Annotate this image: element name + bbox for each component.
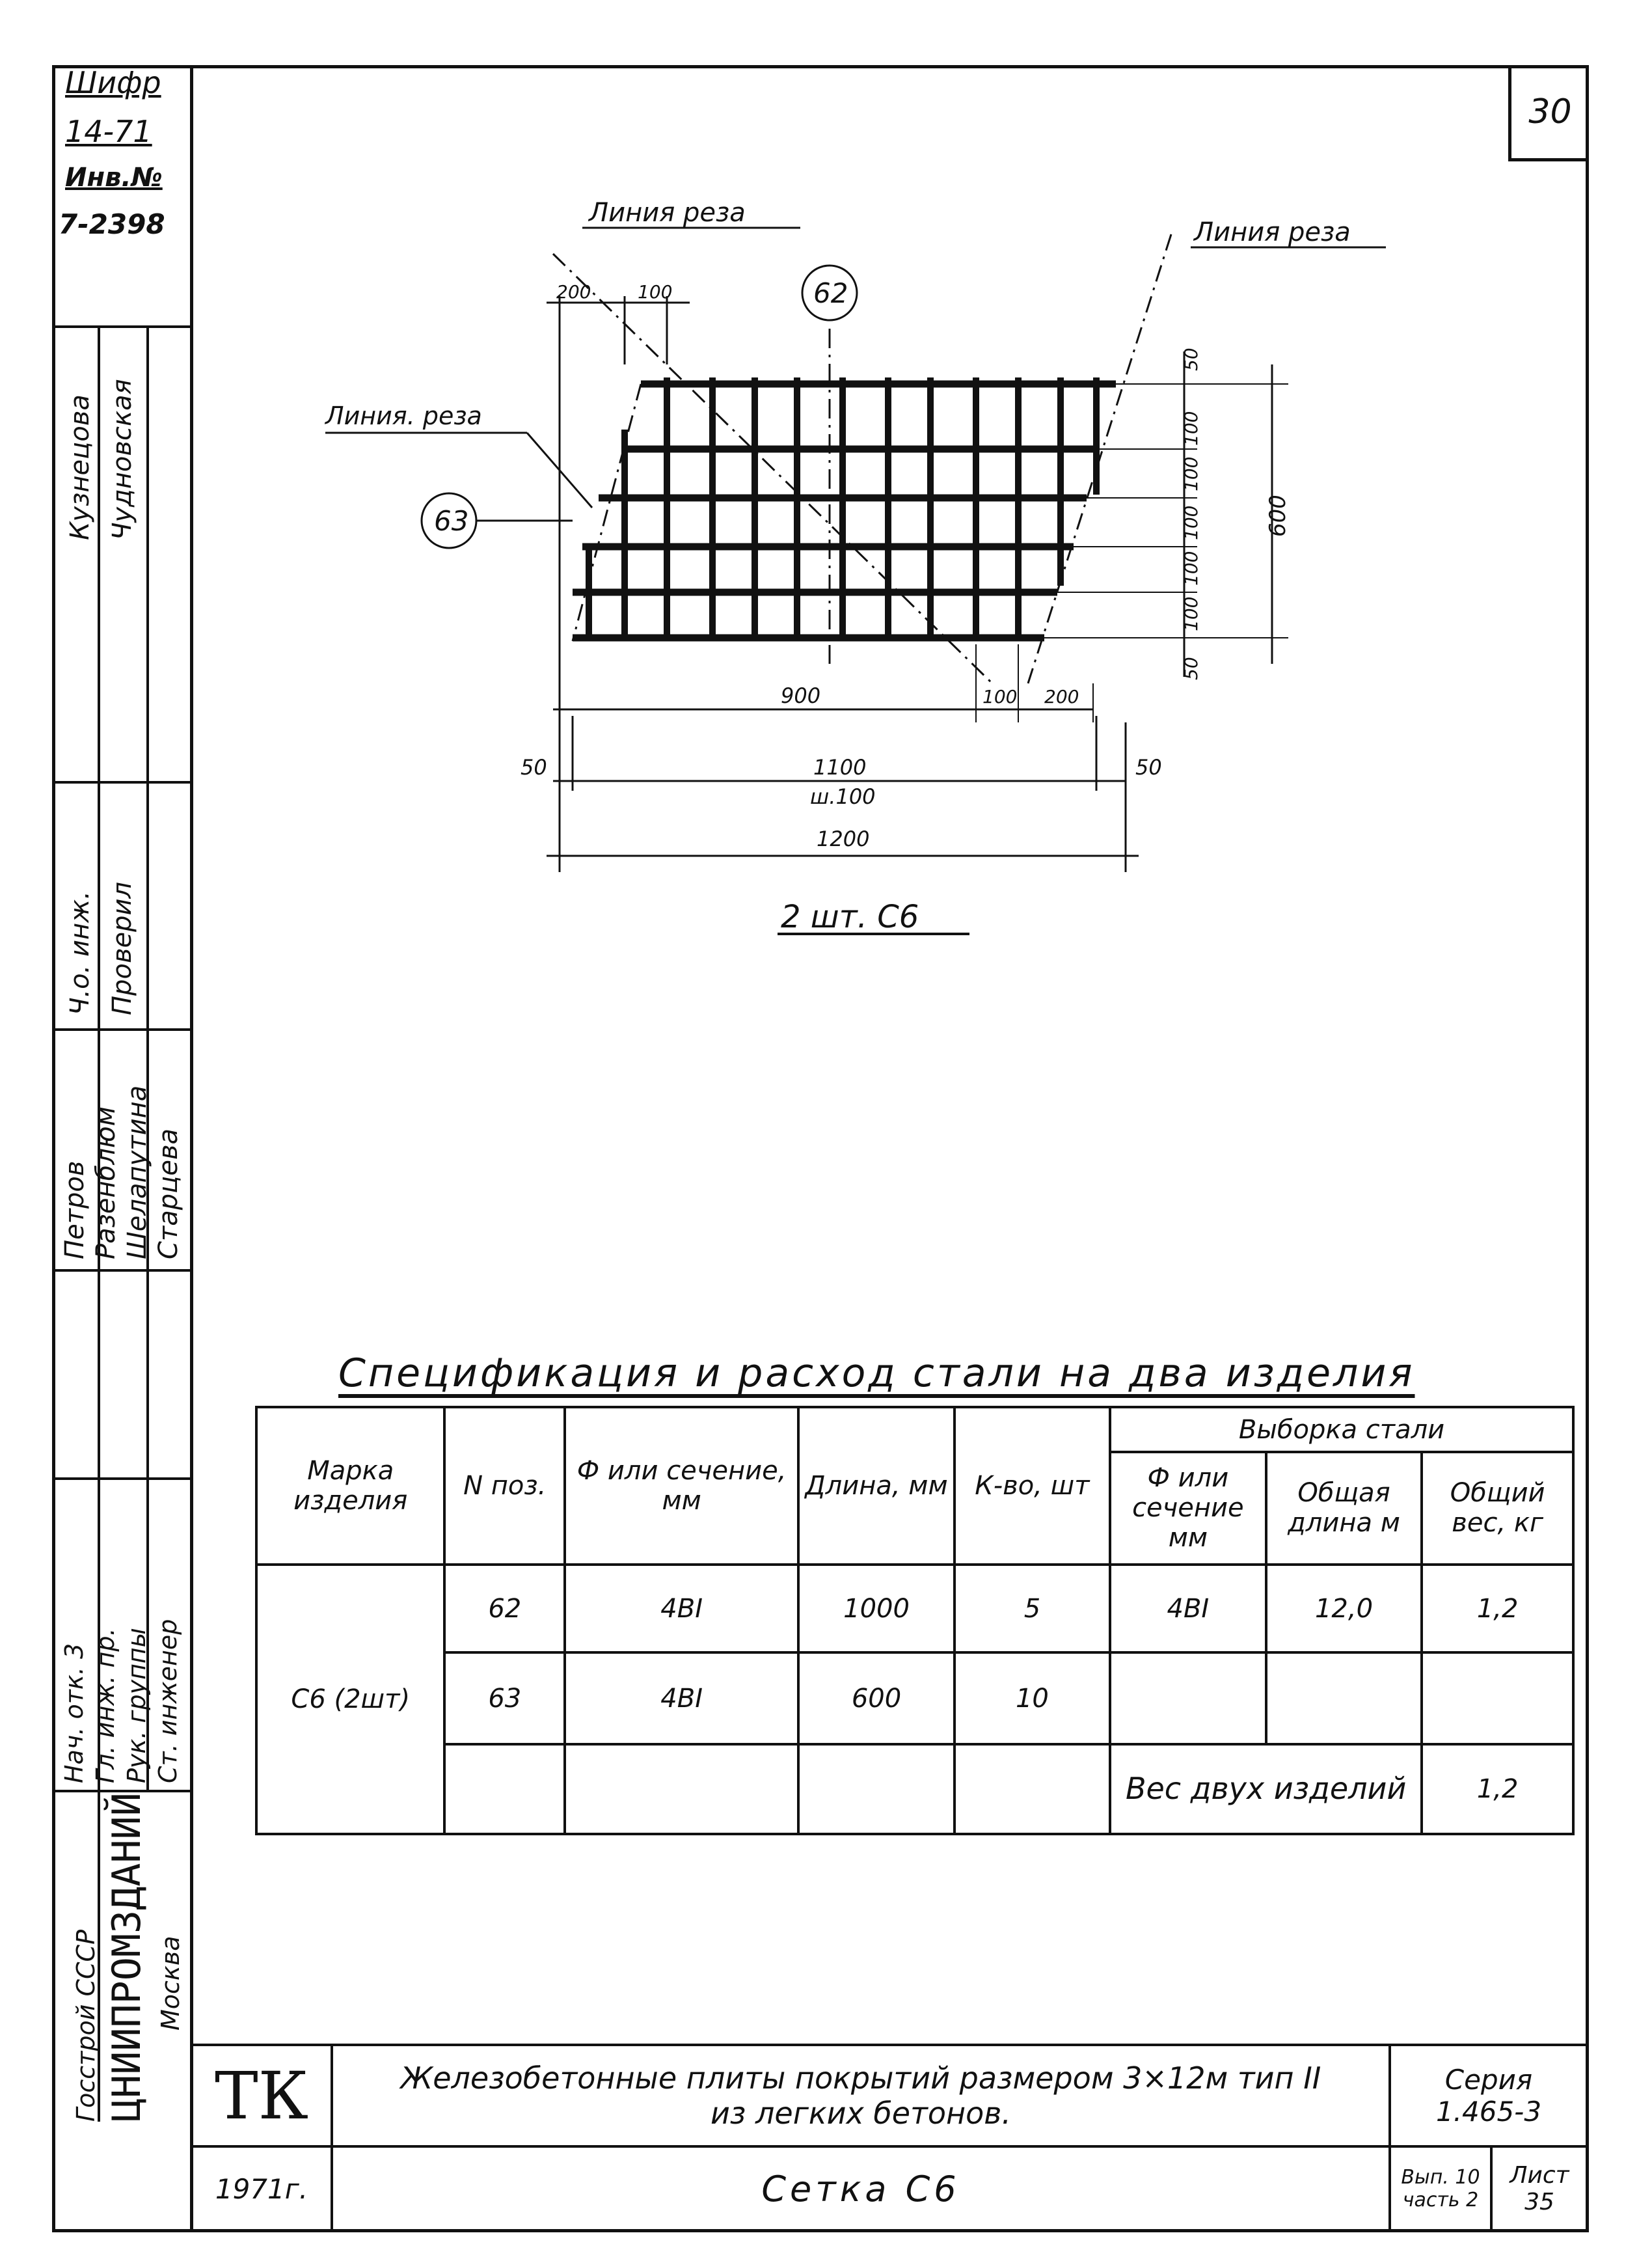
cut-line — [573, 384, 641, 641]
cell-sel-length: 12,0 — [1266, 1565, 1422, 1653]
tk-logo: ТК — [190, 2044, 333, 2148]
dim-label: 50 — [521, 755, 547, 780]
side-name: Нач. отк. 3 — [60, 1643, 88, 1783]
cell-sel-weight — [1422, 1652, 1573, 1744]
org-name: Госстрой СССР — [72, 1929, 100, 2122]
sheet-cell — [1490, 2145, 1589, 2232]
side-name: Шелапутина — [122, 1085, 152, 1259]
sheet-number-corner: 30 — [1508, 65, 1589, 161]
sheet-value: 35 — [1524, 2189, 1554, 2215]
cell-empty — [955, 1744, 1110, 1834]
dim-label: 1200 — [817, 827, 870, 851]
side-name: Старцева — [154, 1128, 183, 1259]
spec-title: Спецификация и расход стали на два изделия — [338, 1350, 1415, 1396]
dim-label: 200 — [1044, 686, 1079, 707]
stamp-line-2: 14-71 — [65, 114, 152, 149]
dim-label: 100 — [1180, 505, 1202, 540]
cell-section: 4ВI — [565, 1565, 798, 1653]
mesh-drawing — [0, 0, 1652, 976]
stamp-line-1: Шифр — [65, 65, 161, 100]
cut-label: Линия реза — [1194, 217, 1351, 247]
pos-63-label: 63 — [434, 505, 469, 537]
dim-label: 1100 — [813, 755, 867, 780]
dim-label: 100 — [1180, 596, 1202, 631]
cell-sel-section: 4ВI — [1110, 1565, 1266, 1653]
cell-empty — [565, 1744, 798, 1834]
dim-label: 50 — [1180, 348, 1202, 371]
hdr-section: Ф или сечение, мм — [565, 1407, 798, 1565]
hdr-qty: К-во, шт — [955, 1407, 1110, 1565]
cut-line — [1028, 234, 1171, 683]
side-name: Петров — [60, 1160, 90, 1259]
side-name: Проверил — [107, 881, 137, 1015]
hdr-mark: Марка изделия — [256, 1407, 444, 1565]
cell-pos: 62 — [444, 1565, 565, 1653]
title-cell — [331, 2044, 1391, 2148]
cell-empty — [444, 1744, 565, 1834]
hdr-sel-weight: Общий вес, кг — [1422, 1452, 1573, 1565]
cell-qty: 5 — [955, 1565, 1110, 1653]
cell-section: 4ВI — [565, 1652, 798, 1744]
dim-label: 50 — [1180, 657, 1202, 680]
cell-length: 1000 — [798, 1565, 955, 1653]
hdr-sel-length: Общая длина м — [1266, 1452, 1422, 1565]
cell-total-label: Вес двух изделий — [1110, 1744, 1422, 1834]
hdr-sel-section: Ф или сечение мм — [1110, 1452, 1266, 1565]
dim-label: 100 — [1180, 411, 1202, 446]
cell-total-value: 1,2 — [1422, 1744, 1573, 1834]
spec-table — [255, 1406, 1575, 1835]
cell-sel-section — [1110, 1652, 1266, 1744]
cell-sel-length — [1266, 1652, 1422, 1744]
year-cell: 1971г. — [190, 2145, 333, 2232]
org-name: ЦНИИПРОМЗДАНИЙ — [104, 1792, 150, 2122]
series-value: 1.465-3 — [1435, 2096, 1542, 2128]
side-name: Ч.о. инж. — [65, 891, 95, 1015]
side-name: Кузнецова — [65, 394, 95, 540]
dim-label: 50 — [1135, 755, 1162, 780]
side-name: Ст. инженер — [154, 1619, 182, 1783]
hdr-length: Длина, мм — [798, 1407, 955, 1565]
cut-label: Линия реза — [589, 198, 746, 228]
stamp-line-3: Инв.№ — [65, 163, 163, 193]
sheet-name-cell: Сетка С6 — [331, 2145, 1391, 2232]
dim-label: ш.100 — [810, 784, 876, 809]
side-hline — [52, 1028, 193, 1031]
side-name: Чудновская — [107, 379, 137, 540]
side-hline — [52, 1269, 193, 1272]
org-name: Москва — [156, 1936, 185, 2031]
side-name: Рук. группы — [122, 1628, 151, 1783]
issue-cell: Вып. 10 часть 2 — [1388, 2145, 1493, 2232]
side-hline — [52, 1477, 193, 1480]
dim-label: 900 — [781, 683, 821, 708]
series-label: Серия — [1444, 2064, 1533, 2096]
cell-mark: С6 (2шт) — [256, 1565, 444, 1834]
title-line-1: Железобетонные плиты покрытий размером 3×12м тип II — [400, 2060, 1321, 2096]
cell-qty: 10 — [955, 1652, 1110, 1744]
side-name: Гл. инж. пр. — [91, 1628, 120, 1783]
dim-label: 100 — [1180, 456, 1202, 491]
stamp-line-4: 7-2398 — [59, 208, 165, 240]
dim-label: 100 — [638, 281, 673, 303]
cell-sel-weight: 1,2 — [1422, 1565, 1573, 1653]
hdr-pos: N поз. — [444, 1407, 565, 1565]
sheet-label: Лист — [1510, 2162, 1569, 2189]
series-cell — [1388, 2044, 1589, 2148]
pos-62-label: 62 — [813, 277, 848, 309]
dim-label: 600 — [1265, 495, 1291, 537]
drawing-caption: 2 шт. С6 — [781, 899, 919, 935]
cell-pos: 63 — [444, 1652, 565, 1744]
side-name: Разенблюм — [91, 1106, 121, 1259]
title-line-2: из легких бетонов. — [711, 2096, 1011, 2131]
hdr-selection: Выборка стали — [1110, 1407, 1573, 1452]
dim-label: 100 — [982, 686, 1018, 707]
cell-length: 600 — [798, 1652, 955, 1744]
dim-label: 200 — [556, 281, 591, 303]
cut-label: Линия. реза — [325, 402, 482, 430]
cut-line — [553, 254, 992, 683]
dim-label: 100 — [1180, 551, 1202, 586]
cell-empty — [798, 1744, 955, 1834]
